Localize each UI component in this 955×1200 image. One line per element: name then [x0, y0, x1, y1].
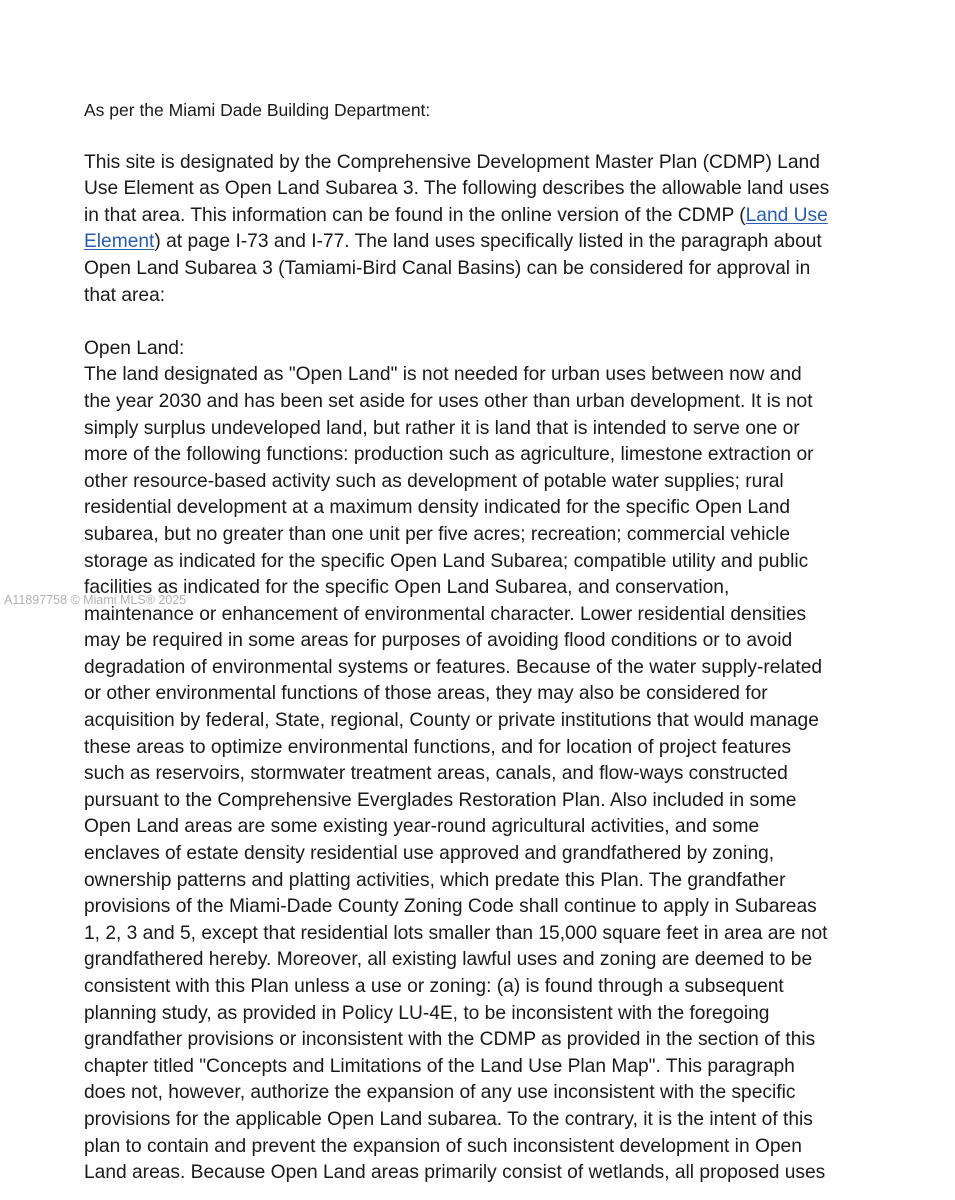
text-line: provisions of the Miami-Dade County Zoning Code shall continue to apply in Subareas: [84, 896, 817, 918]
text-line: that area:: [84, 284, 166, 306]
text-segment: in that area. This information can be found in the online version of the CDMP (: [84, 204, 746, 226]
paragraph-spacer: [84, 309, 884, 336]
text-line: The land designated as "Open Land" is not needed for urban uses between now and: [84, 364, 802, 386]
paragraph-cdmp-designation: [84, 150, 884, 310]
text-line: or other environmental functions of those areas, they may also be considered for: [84, 683, 768, 705]
text-line: acquisition by federal, State, regional, County or private institutions that would manage: [84, 710, 819, 732]
intro-text: As per the Miami Dade Building Department:: [84, 100, 431, 120]
text-line: This site is designated by the Comprehensive Development Master Plan (CDMP) Land: [84, 151, 820, 173]
land-use-element-link[interactable]: Land Use: [745, 204, 828, 226]
text-line: [84, 203, 884, 230]
mls-watermark: A11897758 © Miami MLS® 2025: [4, 593, 187, 607]
text-line: grandfathered hereby. Moreover, all existing lawful uses and zoning are deemed to be: [84, 949, 813, 971]
text-line: chapter titled "Concepts and Limitations of the Land Use Plan Map". This paragraph: [84, 1055, 795, 1077]
text-line: more of the following functions: production such as agriculture, limestone extraction or: [84, 444, 814, 466]
text-line: such as reservoirs, stormwater treatment areas, canals, and flow-ways constructed: [84, 763, 788, 785]
section-heading-open-land: Open Land:: [84, 337, 185, 359]
text-line: pursuant to the Comprehensive Everglades Restoration Plan. Also included in some: [84, 789, 797, 811]
text-line: planning study, as provided in Policy LU-4E, to be inconsistent with the foregoing: [84, 1002, 770, 1024]
paragraph-spacer: [84, 123, 884, 150]
text-line: maintenance or enhancement of environmental character. Lower residential densities: [84, 603, 807, 625]
text-line: grandfather provisions or inconsistent with the CDMP as provided in the section of this: [84, 1029, 816, 1051]
text-line: Use Element as Open Land Subarea 3. The following describes the allowable land uses: [84, 178, 830, 200]
text-line: enclaves of estate density residential use approved and grandfathered by zoning,: [84, 843, 775, 865]
text-line: the year 2030 and has been set aside for uses other than urban development. It is not: [84, 390, 813, 412]
text-line: residential development at a maximum density indicated for the specific Open Land: [84, 497, 791, 519]
paragraph-open-land-description: [84, 362, 884, 1186]
text-line: storage as indicated for the specific Open Land Subarea; compatible utility and public: [84, 550, 809, 572]
text-line: facilities as indicated for the specific Open Land Subarea, and conservation,: [84, 577, 730, 599]
text-line: ownership patterns and platting activities, which predate this Plan. The grandfather: [84, 869, 786, 891]
text-segment: ) at page I-73 and I-77. The land uses specifically listed in the paragraph about: [154, 231, 822, 253]
text-line: simply surplus undeveloped land, but rather it is land that is intended to serve one or: [84, 417, 800, 439]
text-line: Open Land areas are some existing year-round agricultural activities, and some: [84, 816, 760, 838]
land-use-element-link-continued[interactable]: Element: [84, 231, 155, 253]
text-line: plan to contain and prevent the expansion of such inconsistent development in Open: [84, 1135, 802, 1157]
text-line: Land areas. Because Open Land areas primarily consist of wetlands, all proposed uses: [84, 1162, 826, 1184]
document-body: [84, 97, 884, 1187]
text-line: Open Land Subarea 3 (Tamiami-Bird Canal Basins) can be considered for approval in: [84, 257, 811, 279]
text-line: consistent with this Plan unless a use or zoning: (a) is found through a subsequent: [84, 976, 784, 997]
text-line: may be required in some areas for purposes of avoiding flood conditions or to avoid: [84, 630, 793, 652]
text-line: other resource-based activity such as development of potable water supplies; rural: [84, 470, 784, 492]
text-line: subarea, but no greater than one unit per five acres; recreation; commercial vehicle: [84, 523, 791, 545]
text-line: these areas to optimize environmental functions, and for location of project features: [84, 736, 792, 758]
text-line: 1, 2, 3 and 5, except that residential lots smaller than 15,000 square feet in area are not: [84, 922, 828, 944]
text-line: does not, however, authorize the expansion of any use inconsistent with the specific: [84, 1082, 796, 1104]
text-line: degradation of environmental systems or features. Because of the water supply-related: [84, 656, 823, 678]
text-line: [84, 229, 884, 256]
text-line: provisions for the applicable Open Land subarea. To the contrary, it is the intent of this: [84, 1108, 813, 1130]
